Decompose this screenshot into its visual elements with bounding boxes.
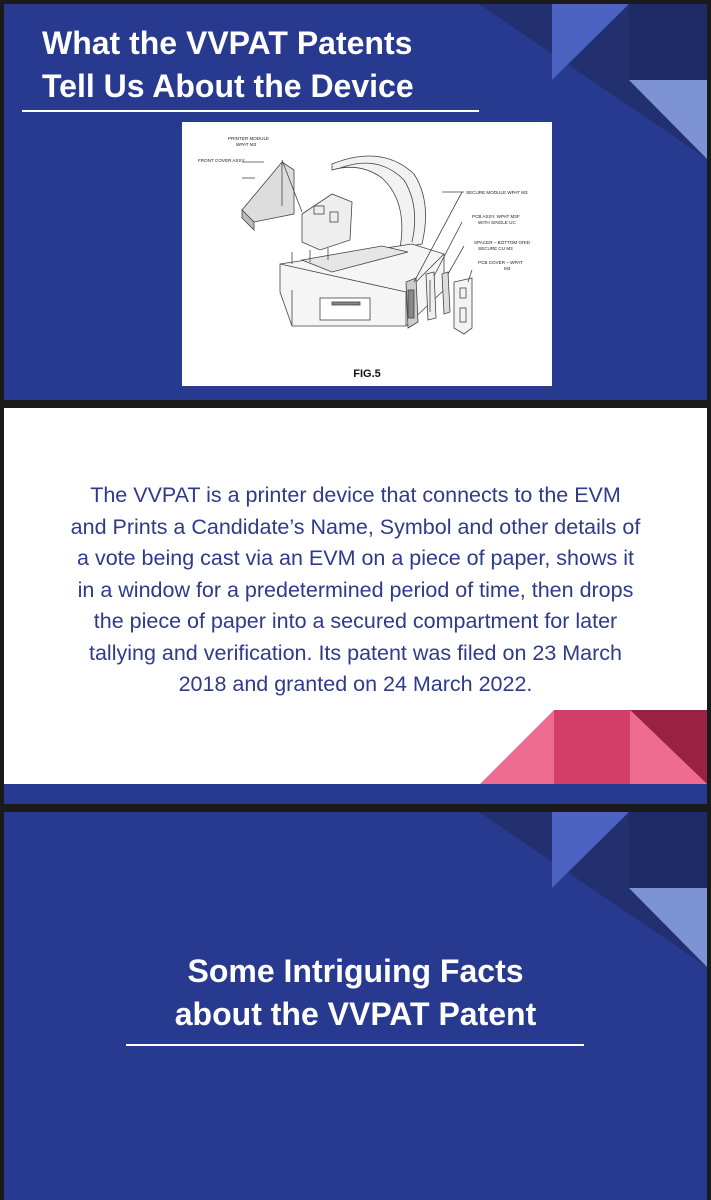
slide-title <box>4 950 707 1036</box>
slide-intriguing-facts <box>4 812 707 1200</box>
slide-vvpat-description <box>4 408 707 804</box>
title-line-2: Tell Us About the Device <box>42 68 414 104</box>
slide-vvpat-patents-device <box>4 4 707 400</box>
description-line: in a window for a predetermined period of time, then drops <box>77 577 634 602</box>
description-line: and Prints a Candidate’s Name, Symbol and other details of <box>70 514 641 539</box>
vvpat-exploded-drawing <box>182 122 552 386</box>
description-line: The VVPAT is a printer device that connects to the EVM <box>90 483 621 507</box>
title-line-1: What the VVPAT Patents <box>42 25 413 61</box>
label-printer-module: PRINTER MODULE <box>228 136 270 141</box>
description-line: tallying and verification. Its patent was filed on 23 March <box>88 640 622 665</box>
title-underline <box>22 110 479 112</box>
label-spacer-2: SECURE CU M3 <box>478 246 513 251</box>
patent-figure <box>182 122 552 386</box>
label-pcb-cover: PCB COVER – WPAT <box>478 260 523 265</box>
description-line: the piece of paper into a secured compartment for later <box>93 609 618 633</box>
slide-title <box>42 22 414 108</box>
description-line: 2018 and granted on 24 March 2022. <box>178 672 533 696</box>
title-line-2: about the VVPAT Patent <box>174 996 537 1032</box>
bottom-bar <box>4 784 707 804</box>
label-pcb-assy: PCB ASSY. WPAT M3F <box>472 214 520 219</box>
pink-corner-decoration <box>4 408 707 804</box>
label-pcb-assy-2: WITH SINGLE UC <box>478 220 516 225</box>
label-front-cover: FRONT COVER ASSY <box>198 158 245 163</box>
label-spacer: SPACER – BOTTOM GRID <box>474 240 530 245</box>
title-line-1: Some Intriguing Facts <box>187 953 524 989</box>
label-pcb-cover-2: M3 <box>504 266 511 271</box>
label-secure-module: SECURE MODULE WPAT M3 <box>466 190 528 195</box>
figure-caption: FIG.5 <box>353 368 381 380</box>
title-underline <box>126 1044 584 1046</box>
description-line: a vote being cast via an EVM on a piece of paper, shows it <box>77 546 634 570</box>
label-printer-module-model: WPAT M3 <box>236 142 257 147</box>
